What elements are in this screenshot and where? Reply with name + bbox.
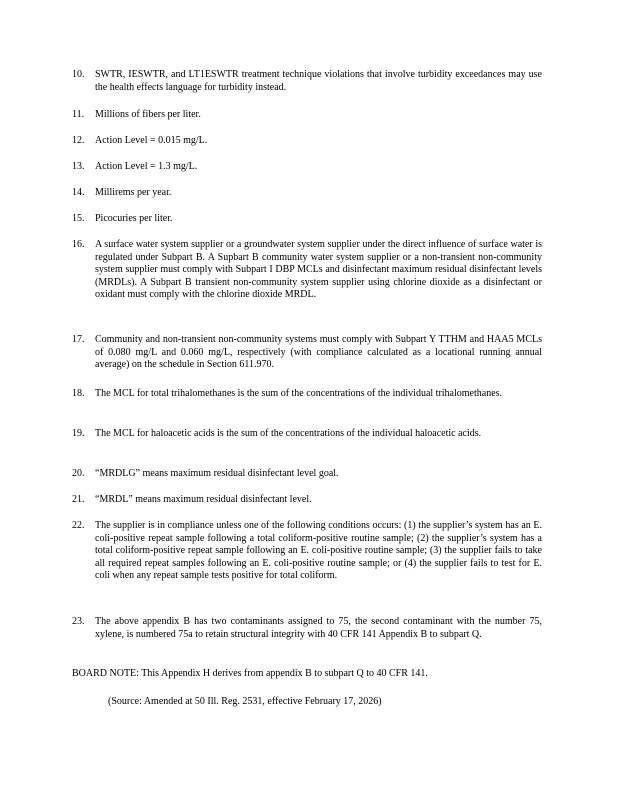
note-10 <box>72 69 542 94</box>
note-number: 12. <box>72 135 85 146</box>
note-text: “MRDLG” means maximum residual disinfectant level goal. <box>95 468 339 479</box>
note-number: 13. <box>72 161 85 172</box>
note-number: 21. <box>72 494 85 505</box>
note-20 <box>72 468 542 481</box>
note-number: 14. <box>72 187 85 198</box>
note-text: Picocuries per liter. <box>95 213 173 224</box>
note-number: 17. <box>72 334 85 345</box>
note-text: Millirems per year. <box>95 187 172 198</box>
note-16 <box>72 239 542 302</box>
source-citation: (Source: Amended at 50 Ill. Reg. 2531, effective February 17, 2026) <box>108 696 382 707</box>
note-number: 15. <box>72 213 85 224</box>
note-text: Action Level = 0.015 mg/L. <box>95 135 208 146</box>
note-text: The MCL for total trihalomethanes is the sum of the concentrations of the individual trihalomethanes. <box>95 388 503 399</box>
note-text: SWTR, IESWTR, and LT1ESWTR treatment technique violations that involve turbidity exceedances may use the health effects language for turbidity instead. <box>95 69 542 93</box>
note-21 <box>72 494 542 507</box>
note-number: 19. <box>72 428 85 439</box>
note-text: “MRDL” means maximum residual disinfectant level. <box>95 494 312 505</box>
note-12 <box>72 135 542 148</box>
note-13 <box>72 161 542 174</box>
note-number: 16. <box>72 239 85 250</box>
note-number: 20. <box>72 468 85 479</box>
note-text: Action Level = 1.3 mg/L. <box>95 161 198 172</box>
note-11 <box>72 109 542 122</box>
note-text: A surface water system supplier or a groundwater system supplier under the direct influence of surface water is regulated under Subpart B. A Supbart B community water system supplier or a non-transient non-community system supplier must comply with Subpart I DBP MCLs and disinfectant maximum residual disinfectant levels (MRDLs). A Subpart B transient non-community system supplier using chlorine dioxide as a disinfectant or oxidant must comply with the chlorine dioxide MRDL. <box>95 239 542 300</box>
note-number: 11. <box>72 109 85 120</box>
note-number: 18. <box>72 388 85 399</box>
note-18 <box>72 388 542 401</box>
note-19 <box>72 428 542 441</box>
note-text: The above appendix B has two contaminants assigned to 75, the second contaminant with the number 75, xylene, is numbered 75a to retain structural integrity with 40 CFR 141 Appendix B to subpart Q. <box>95 616 542 640</box>
note-number: 22. <box>72 520 85 531</box>
note-text: Community and non-transient non-community systems must comply with Subpart Y TTHM and HAA5 MCLs of 0.080 mg/L and 0.060 mg/L, respectively (with compliance calculated as a locational running annual average) on the schedule in Section 611.970. <box>95 334 542 370</box>
note-number: 10. <box>72 69 85 80</box>
note-number: 23. <box>72 616 85 627</box>
board-note: BOARD NOTE: This Appendix H derives from appendix B to subpart Q to 40 CFR 141. <box>72 668 428 679</box>
note-15 <box>72 213 542 226</box>
note-22 <box>72 520 542 583</box>
note-17 <box>72 334 542 372</box>
note-14 <box>72 187 542 200</box>
note-text: Millions of fibers per liter. <box>95 109 201 120</box>
note-text: The MCL for haloacetic acids is the sum of the concentrations of the individual haloacetic acids. <box>95 428 482 439</box>
note-text: The supplier is in compliance unless one of the following conditions occurs: (1) the supplier’s system has an E. coli-positive repeat sample following a total coliform-positive routine sample; (2) the supplier’s system has a total coliform-positive repeat sample following an E. coli-positive routine sample; (3) the supplier fails to take all required repeat samples following an E. coli-positive routine sample; or (4) the supplier fails to test for E. coli when any repeat sample tests positive for total coliform. <box>95 520 542 581</box>
note-23 <box>72 616 542 641</box>
